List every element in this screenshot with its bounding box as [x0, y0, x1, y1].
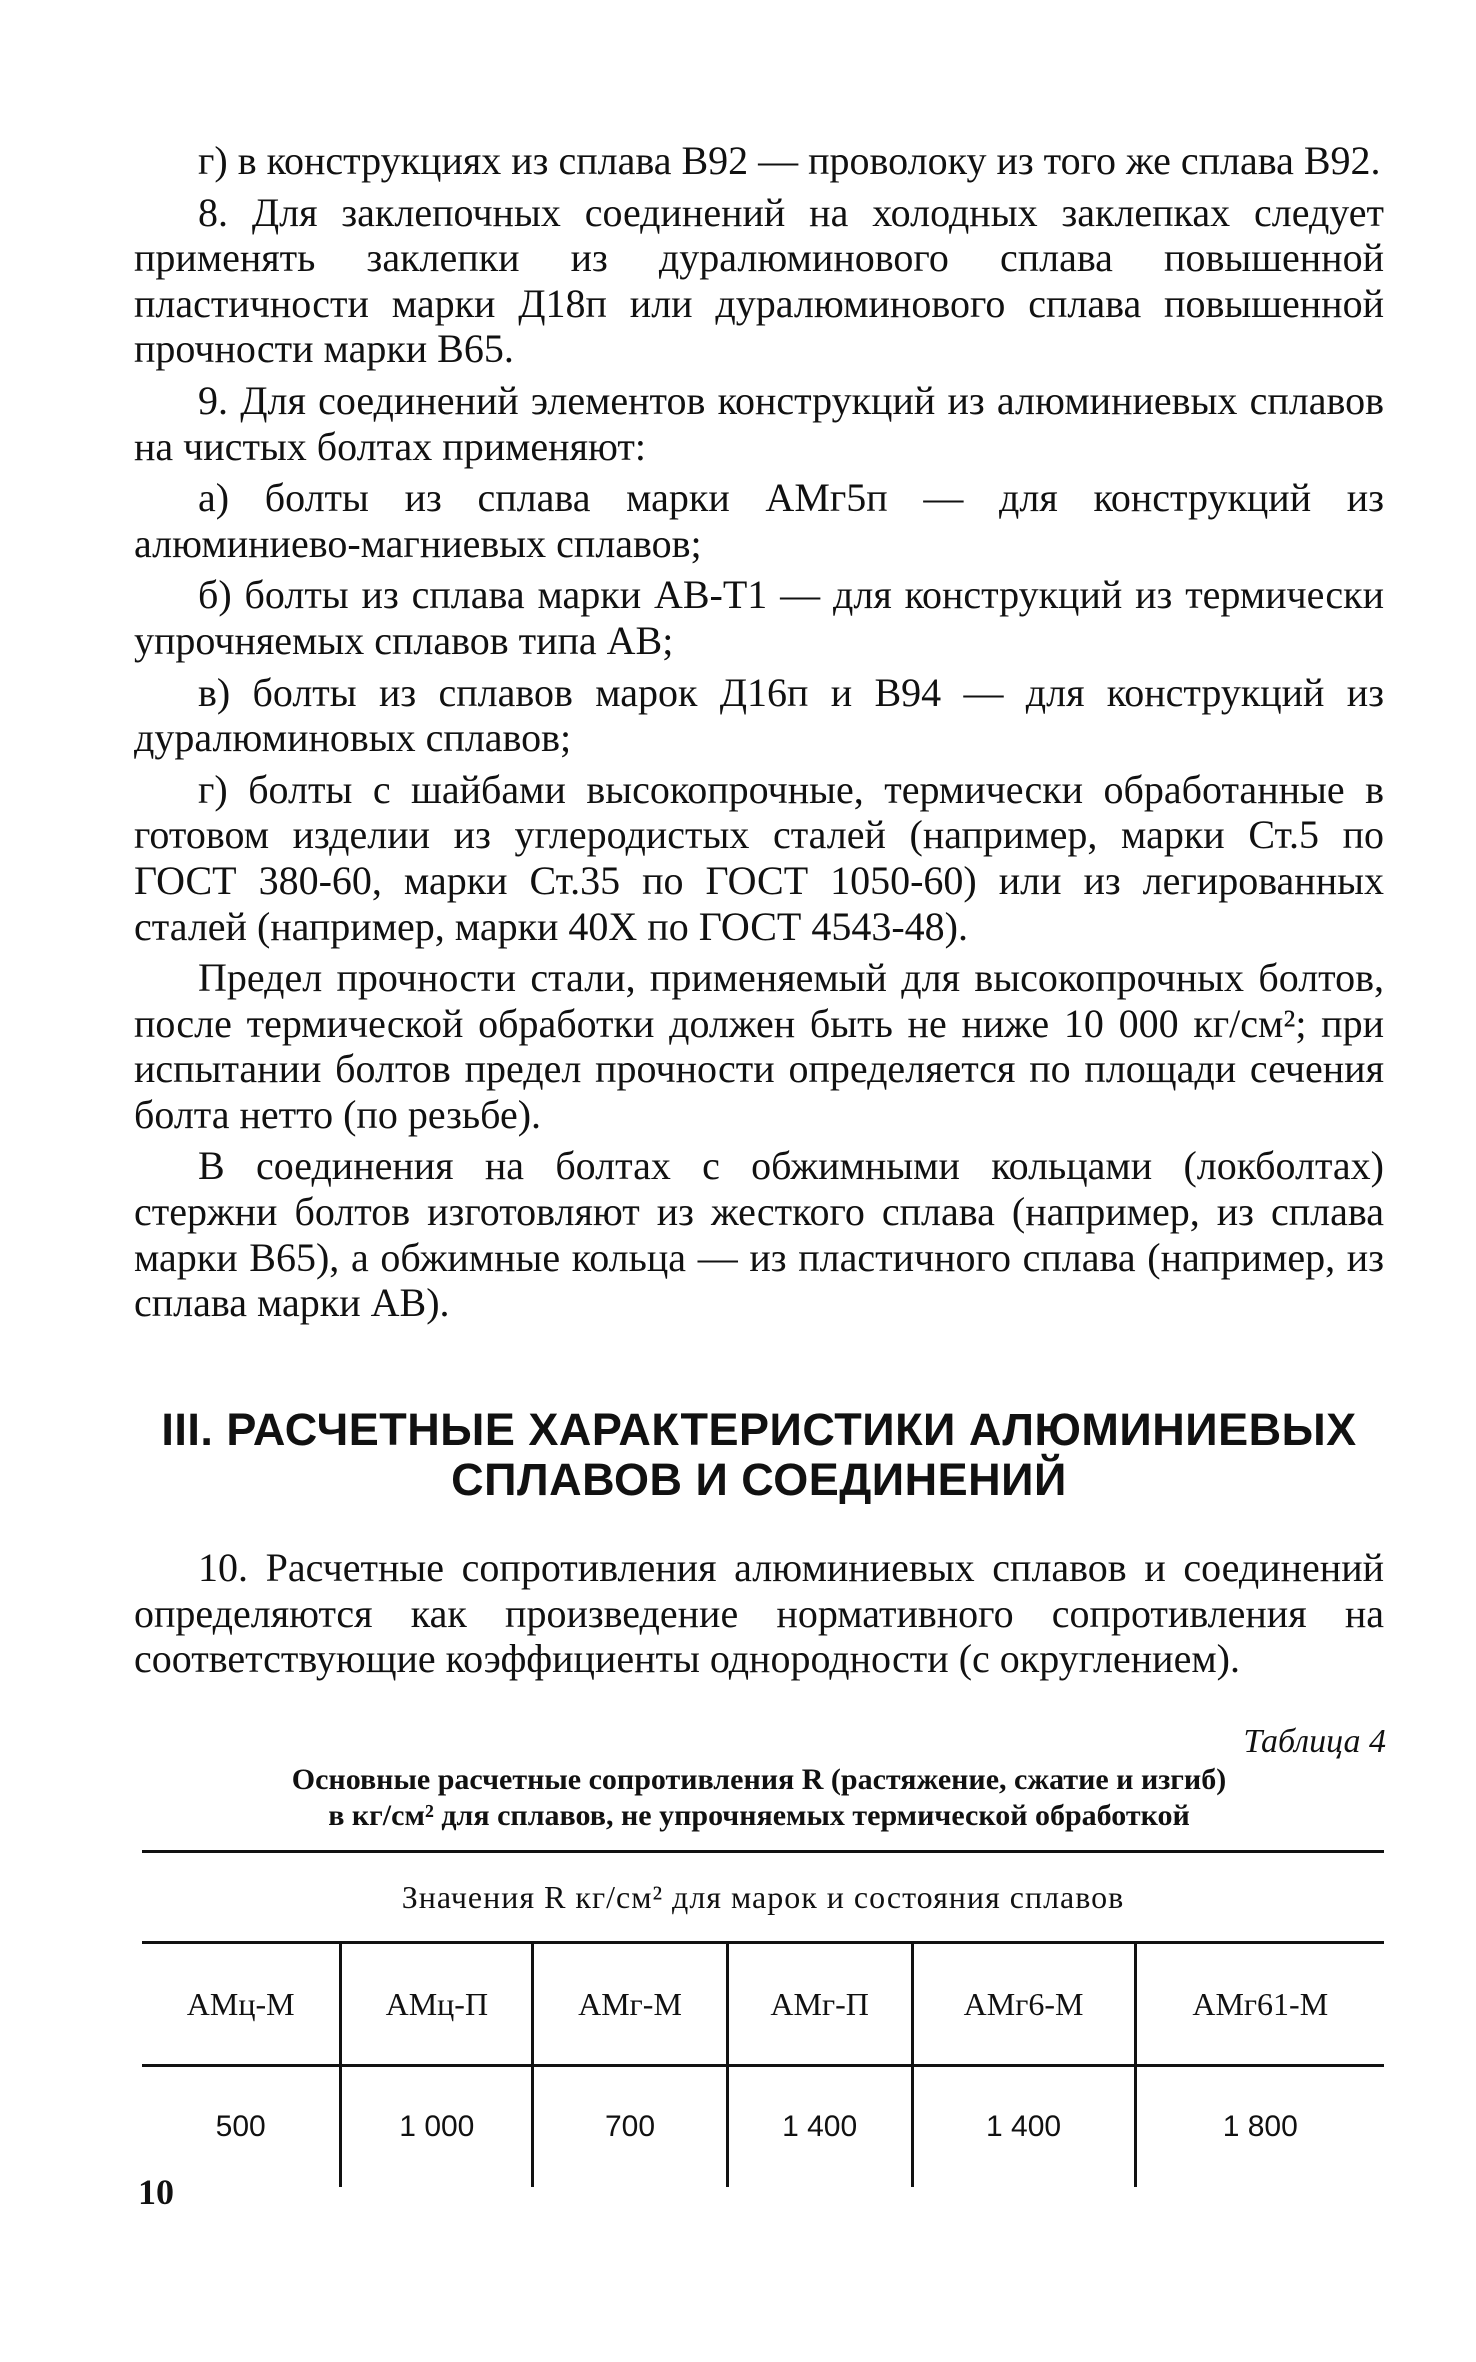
table-caption-line-1: Основные расчетные сопротивления R (растяжение, сжатие и изгиб) [291, 1763, 1227, 1796]
resistance-table [142, 1850, 1384, 2187]
table-column-header-row [142, 1943, 1384, 2066]
table-label: Таблица 4 [1243, 1723, 1386, 1760]
table-caption-line-2: в кг/см² для сплавов, не упрочняемых термической обработкой [328, 1799, 1190, 1832]
table-cell: 1 800 [1135, 2066, 1384, 2188]
column-header: АМц-М [142, 1943, 341, 2066]
clause-10: 10. Расчетные сопротивления алюминиевых сплавов и соединений определяются как произведение нормативного сопротивления на соответствующие коэффициенты однородности (с округлением). [134, 1545, 1384, 1682]
column-header: АМг-П [727, 1943, 912, 2066]
body-text [134, 138, 1384, 1326]
table-group-header-row [142, 1852, 1384, 1943]
table-cell: 1 400 [912, 2066, 1135, 2188]
item-v-bolts: в) болты из сплавов марок Д16п и В94 — для конструкций из дуралюминовых сплавов; [134, 669, 1384, 761]
column-header: АМг6-М [912, 1943, 1135, 2066]
resistance-table-wrapper [142, 1850, 1384, 2187]
table-row [142, 2066, 1384, 2188]
table-cell: 700 [533, 2066, 727, 2188]
strength-limit-paragraph: Предел прочности стали, применяемый для высокопрочных болтов, после термической обработки должен быть не ниже 10 000 кг/см²; при испытании болтов предел прочности определяется по площади сечения болта нетто (по резьбе). [134, 955, 1384, 1137]
table-cell: 500 [215, 2110, 266, 2143]
table-cell: 1 400 [727, 2066, 912, 2188]
lockbolt-paragraph: В соединения на болтах с обжимными кольцами (локболтах) стержни болтов изготовляют из жесткого сплава (например, из сплава марки В65), а обжимные кольца — из пластичного сплава (например, из сплава марки АВ). [134, 1143, 1384, 1326]
column-header: АМц-П [341, 1943, 533, 2066]
section-heading: III. РАСЧЕТНЫЕ ХАРАКТЕРИСТИКИ АЛЮМИНИЕВЫХ СПЛАВОВ И СОЕДИНЕНИЙ [161, 1404, 1357, 1505]
item-g-wire: г) в конструкциях из сплава В92 — проволоку из того же сплава В92. [198, 138, 1381, 183]
clause-8: 8. Для заклепочных соединений на холодных заклепках следует применять заклепки из дуралюминового сплава повышенной пластичности марки Д18п или дуралюминового сплава повышенной прочности марки В65. [134, 189, 1384, 372]
item-g-bolts: г) болты с шайбами высокопрочные, термически обработанные в готовом изделии из углеродистых сталей (например, марки Ст.5 по ГОСТ 380-60, марки Ст.35 по ГОСТ 1050-60) или из легированных сталей (например, марки 40Х по ГОСТ 4543-48). [134, 766, 1384, 949]
table-cell: 1 000 [341, 2066, 533, 2188]
table-group-header: Значения R кг/см² для марок и состояния сплавов [142, 1852, 1384, 1943]
clause-10-block [134, 1545, 1384, 1682]
page-number: 10 [138, 2172, 174, 2212]
item-a-bolts: а) болты из сплава марки АМг5п — для конструкций из алюминиево-магниевых сплавов; [134, 475, 1384, 566]
item-b-bolts: б) болты из сплава марки АВ-Т1 — для конструкций из термически упрочняемых сплавов типа АВ; [134, 572, 1384, 663]
table-caption [134, 1762, 1384, 1834]
clause-9: 9. Для соединений элементов конструкций из алюминиевых сплавов на чистых болтах применяют: [134, 377, 1384, 469]
column-header: АМг-М [533, 1943, 727, 2066]
column-header: АМг61-М [1135, 1943, 1384, 2066]
